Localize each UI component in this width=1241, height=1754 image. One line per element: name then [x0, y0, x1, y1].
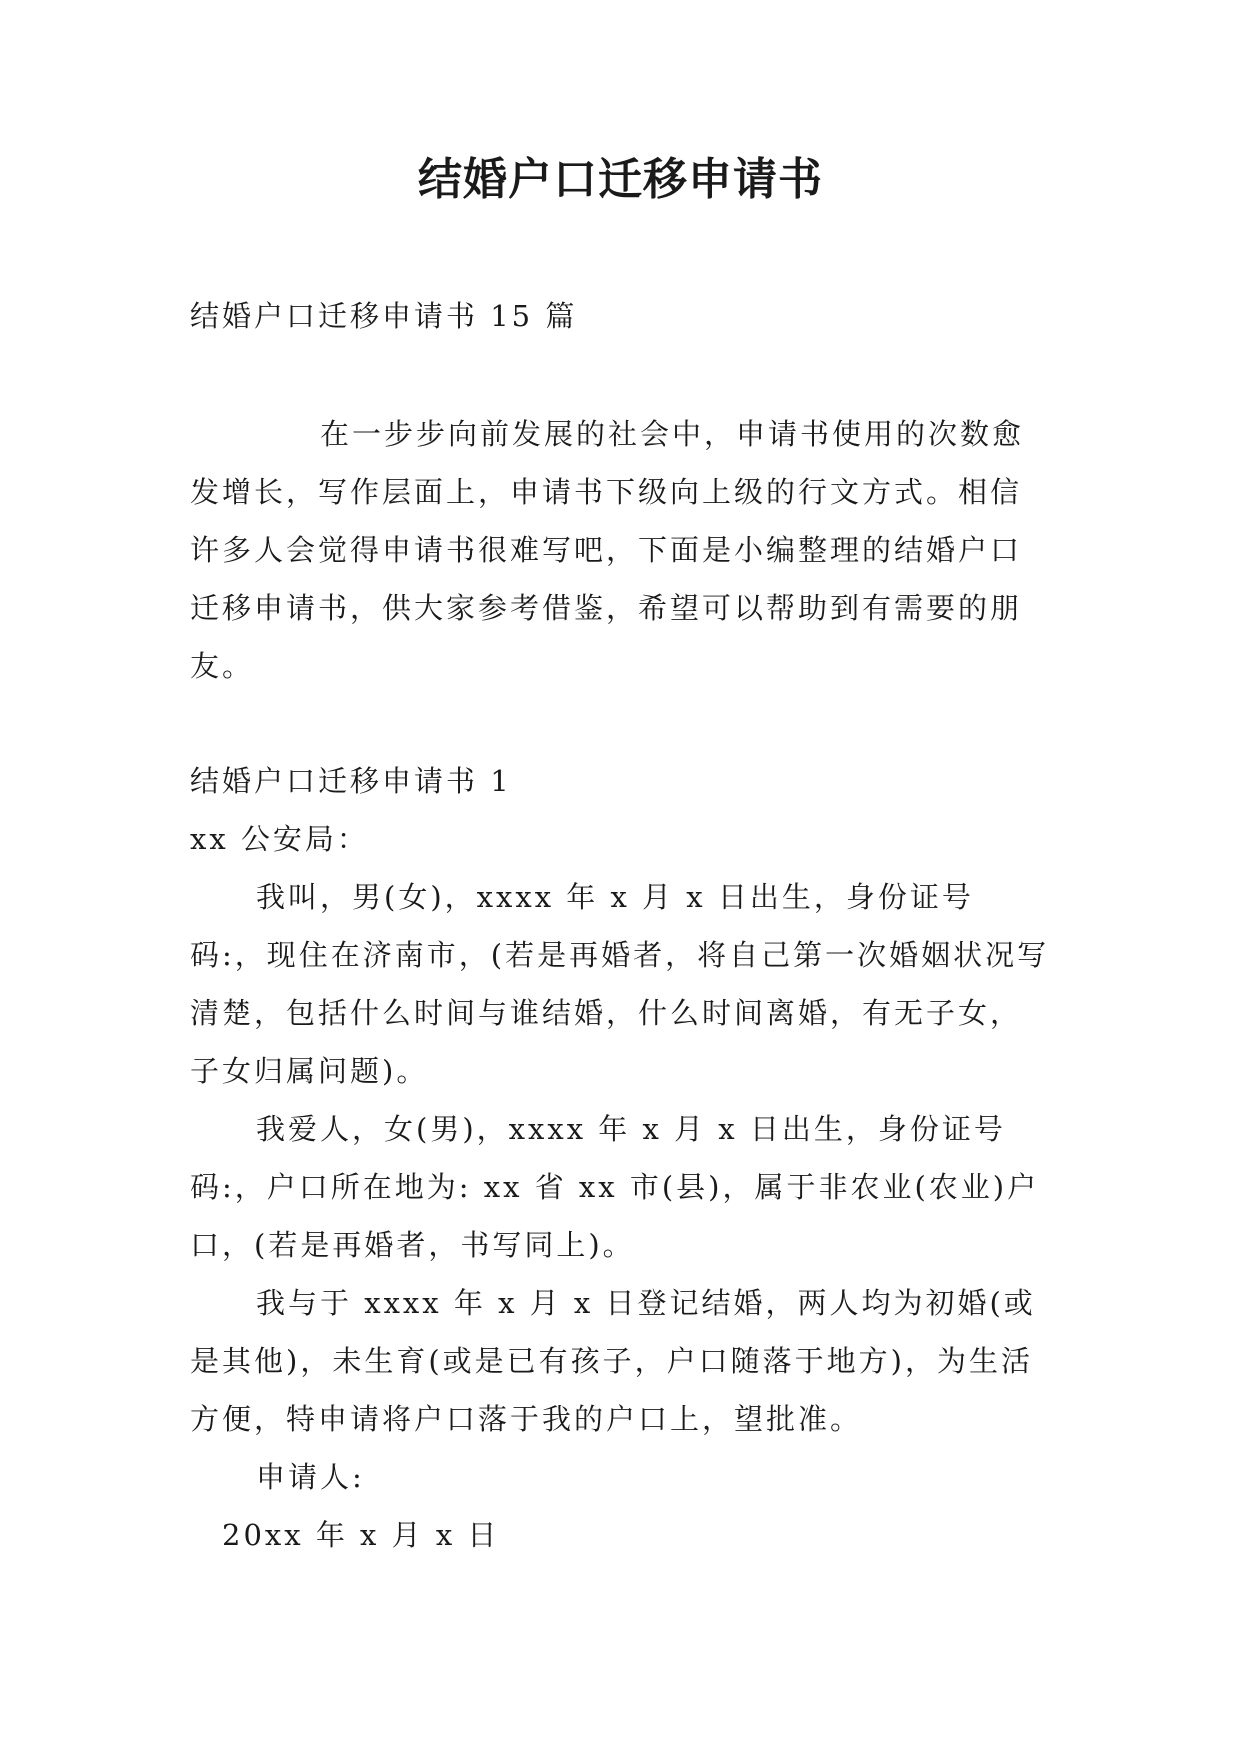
signature-date: 20xx 年 x 月 x 日: [222, 1518, 500, 1552]
salutation: xx 公安局：: [190, 822, 369, 856]
application-letter: [190, 752, 1050, 1564]
intro-block: [190, 405, 1050, 695]
document-subtitle: 结婚户口迁移申请书 15 篇: [190, 299, 578, 333]
letter-paragraph-3: 我与于 xxxx 年 x 月 x 日登记结婚，两人均为初婚(或是其他)，未生育(或是已有孩子，户口随落于地方)，为生活方便，特申请将户口落于我的户口上，望批准。: [190, 1286, 1036, 1436]
intro-paragraph: 在一步步向前发展的社会中，申请书使用的次数愈发增长，写作层面上，申请书下级向上级的行文方式。相信许多人会觉得申请书很难写吧，下面是小编整理的结婚户口迁移申请书，供大家参考借鉴，希望可以帮助到有需要的朋友。: [190, 417, 1025, 683]
applicant-label: 申请人:: [256, 1460, 365, 1494]
letter-paragraph-1: 我叫，男(女)，xxxx 年 x 月 x 日出生，身份证号码:，现住在济南市，(若是再婚者，将自己第一次婚姻状况写清楚，包括什么时间与谁结婚，什么时间离婚，有无子女，子女归属问题)。: [190, 880, 1050, 1088]
section-heading: 结婚户口迁移申请书 1: [190, 764, 512, 798]
document-title: 结婚户口迁移申请书: [418, 154, 823, 205]
letter-paragraph-2: 我爱人，女(男)，xxxx 年 x 月 x 日出生，身份证号码:，户口所在地为: xx 省 xx 市(县)，属于非农业(农业)户口，(若是再婚者，书写同上)。: [190, 1112, 1040, 1262]
